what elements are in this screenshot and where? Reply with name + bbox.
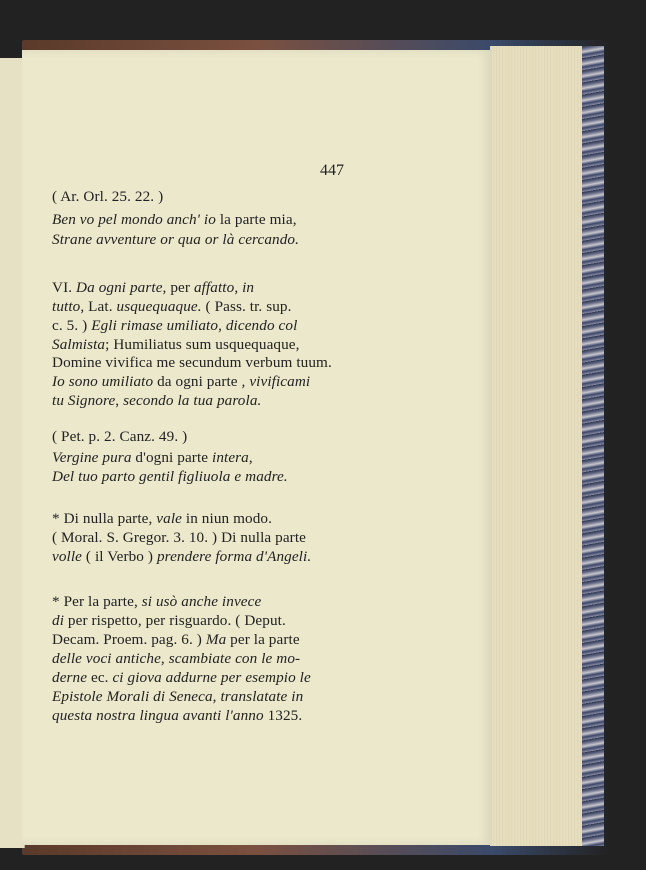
- text-line: [52, 336, 300, 354]
- italic-text: , vivificami: [241, 373, 311, 390]
- page-number: 447: [320, 162, 344, 179]
- text-line: [52, 211, 297, 229]
- italic-text: Vergine pura: [52, 449, 136, 466]
- italic-text: si usò anche invece: [141, 593, 262, 610]
- text-line: [52, 428, 187, 446]
- italic-text: Da ogni parte: [76, 279, 163, 296]
- text: ( Pet. p. 2. Canz. 49. ): [52, 428, 188, 445]
- text: ,: [234, 279, 243, 296]
- italic-text: Ma: [205, 631, 227, 648]
- italic-text: intera: [212, 449, 249, 466]
- text-line: [52, 612, 286, 630]
- text-line: [52, 529, 306, 547]
- italic-text: delle voci antiche: [52, 650, 161, 667]
- text: ,: [115, 392, 124, 409]
- italic-text: volle: [52, 548, 83, 565]
- text-line: [52, 298, 292, 316]
- italic-text: Ben vo pel mondo anch' io: [52, 211, 220, 228]
- italic-text: di: [52, 612, 65, 629]
- text: ; Humiliatus sum usquequaque,: [105, 336, 300, 353]
- text-line: [52, 650, 300, 668]
- text: da ogni parte: [157, 373, 242, 390]
- text: , per: [162, 279, 194, 296]
- text: la parte mia,: [219, 211, 297, 228]
- text-line: [52, 669, 311, 687]
- italic-text: vale: [156, 510, 182, 527]
- text: ec.: [90, 669, 113, 686]
- italic-text: Egli rimase umiliato: [91, 317, 219, 334]
- italic-text: usquequaque.: [116, 298, 202, 315]
- text: 1325.: [267, 707, 303, 724]
- text: * Di nulla parte,: [52, 510, 157, 527]
- italic-text: in: [242, 279, 255, 296]
- text-line: [52, 373, 310, 391]
- text: Decam. Proem. pag. 6. ): [52, 631, 206, 648]
- italic-text: affatto: [193, 279, 235, 296]
- text-line: [52, 231, 299, 249]
- text: c. 5. ): [52, 317, 92, 334]
- text: in niun modo.: [182, 510, 272, 527]
- italic-text: derne: [52, 669, 91, 686]
- text-line: [52, 449, 253, 467]
- text: ( Pass. tr. sup.: [201, 298, 292, 315]
- text: d'ogni parte: [135, 449, 212, 466]
- text: per rispetto, per risguardo. ( Deput.: [64, 612, 286, 629]
- text: , Lat.: [80, 298, 117, 315]
- italic-text: translatate in: [220, 688, 304, 705]
- text-line: [52, 188, 163, 206]
- text-line: [52, 548, 311, 566]
- text: ( Moral. S. Gregor. 3. 10. ) Di nulla parte: [52, 529, 306, 546]
- italic-text: ci giova addurne per esempio le: [112, 669, 311, 686]
- italic-text: tutto: [52, 298, 81, 315]
- text: Domine vivifica me secundum verbum tuum.: [52, 354, 332, 371]
- text-line: [52, 510, 272, 528]
- text: ,: [218, 317, 226, 334]
- italic-text: Io sono umiliato: [52, 373, 158, 390]
- text-line: [52, 317, 297, 335]
- italic-text: Salmista: [52, 336, 106, 353]
- italic-text: tu Signore: [52, 392, 116, 409]
- italic-text: Del tuo parto gentil figliuola e madre.: [52, 468, 288, 485]
- text-line: [52, 468, 288, 486]
- text: per la parte: [226, 631, 300, 648]
- text-line: [52, 688, 303, 706]
- italic-text: Strane avventure or qua or là cercando.: [52, 231, 299, 248]
- text: ,: [248, 449, 253, 466]
- italic-text: questa nostra lingua avanti l'anno: [52, 707, 268, 724]
- text: VI.: [52, 279, 77, 296]
- text-line: [52, 593, 261, 611]
- text-line: [52, 354, 332, 372]
- text-line: [52, 707, 302, 725]
- text: ,: [160, 650, 169, 667]
- text: ,: [212, 688, 221, 705]
- italic-text: dicendo col: [225, 317, 298, 334]
- italic-text: scambiate con le mo-: [168, 650, 301, 667]
- text-line: [52, 279, 254, 297]
- text-line: [52, 392, 261, 410]
- text: ( il Verbo ): [82, 548, 157, 565]
- italic-text: prendere forma d'Angeli.: [156, 548, 312, 565]
- text: * Per la parte,: [52, 593, 142, 610]
- italic-text: secondo la tua parola.: [123, 392, 262, 409]
- italic-text: Epistole Morali di Seneca: [52, 688, 213, 705]
- text-line: [52, 631, 300, 649]
- text: ( Ar. Orl. 25. 22. ): [52, 188, 164, 205]
